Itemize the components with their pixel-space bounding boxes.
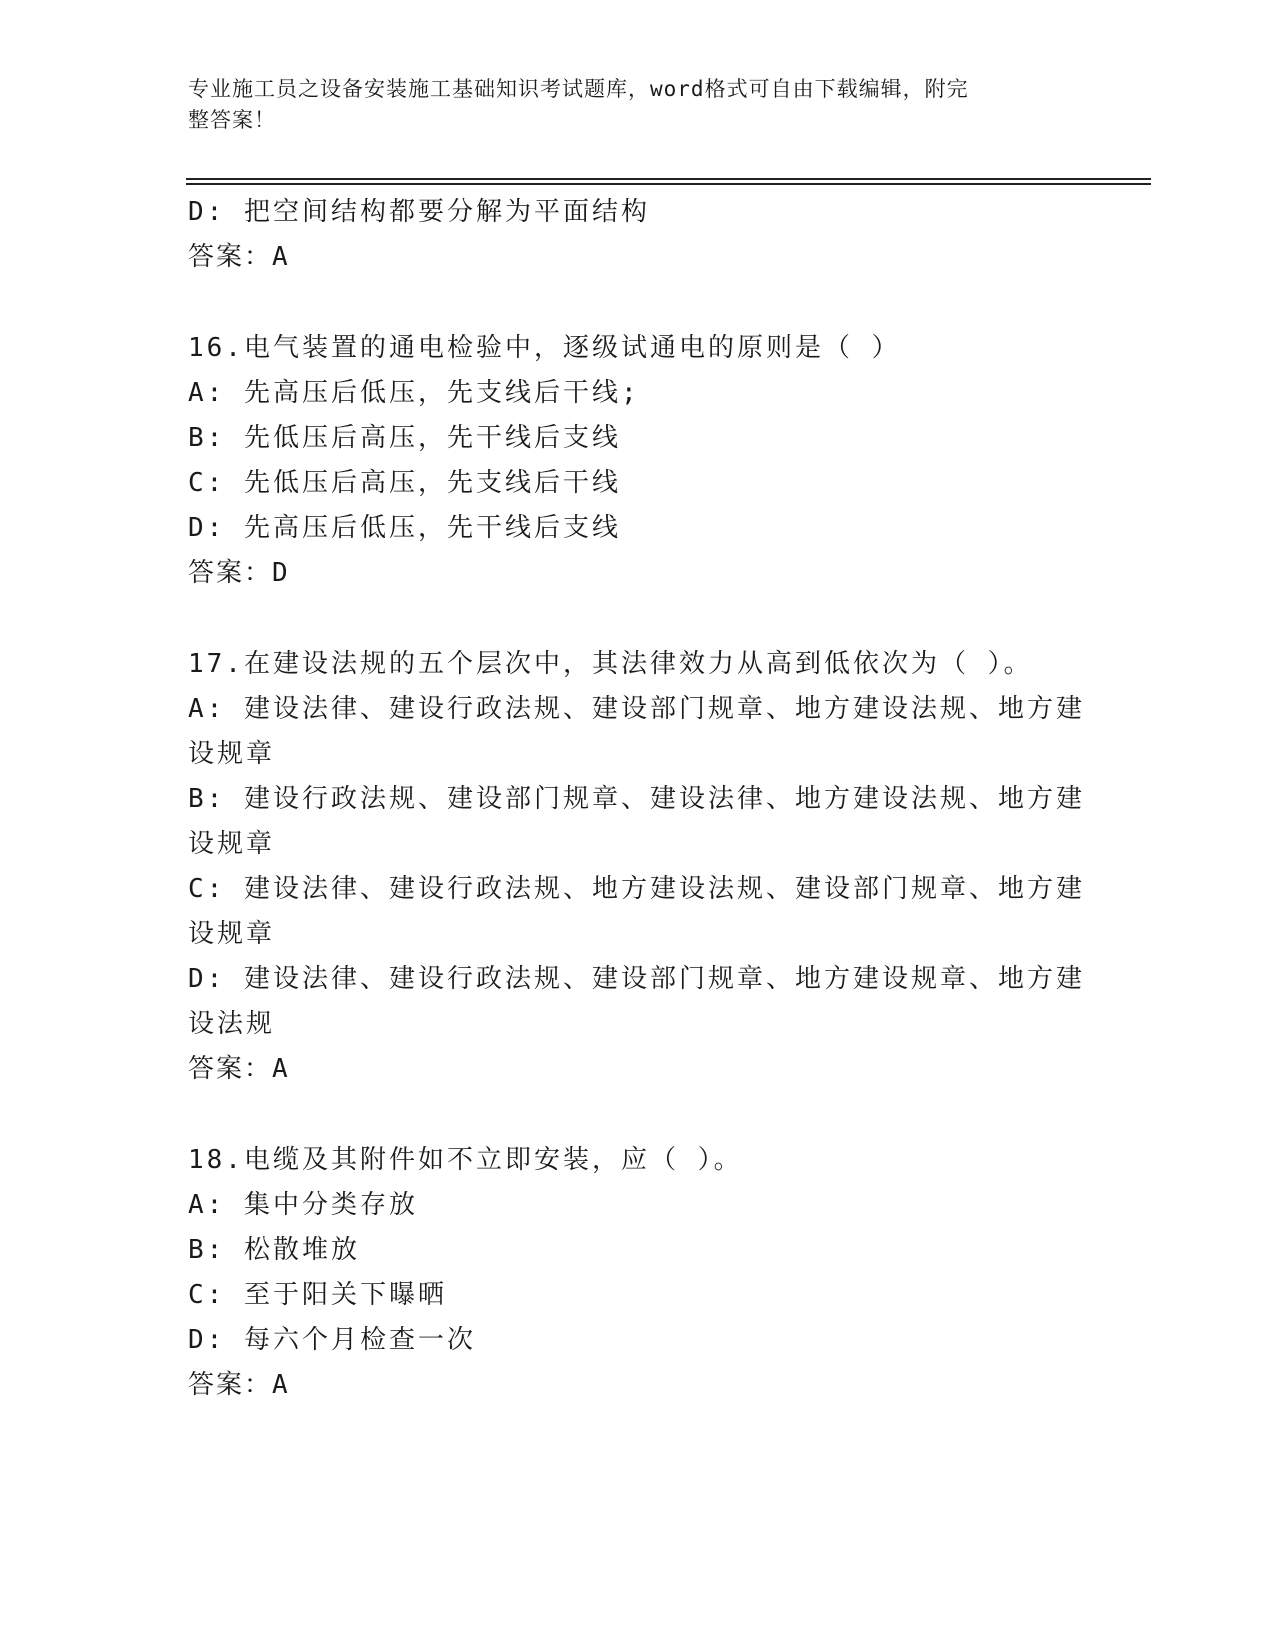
option-a: A: 建设法律、建设行政法规、建设部门规章、地方建设法规、地方建设规章	[188, 694, 1085, 769]
option-a: A: 集中分类存放	[188, 1190, 418, 1220]
header-rule-bottom	[186, 183, 1151, 185]
question-17	[188, 642, 1088, 1092]
question-stem: 18.电缆及其附件如不立即安装，应（ ）。	[188, 1145, 743, 1175]
header-line-1: 专业施工员之设备安装施工基础知识考试题库，word格式可自由下载编辑，附完	[188, 77, 969, 101]
header-line-2: 整答案！	[188, 108, 276, 132]
answer-line: 答案：D	[188, 558, 290, 588]
answer-line: 答案：A	[188, 1370, 290, 1400]
option-c: C: 建设法律、建设行政法规、地方建设法规、建设部门规章、地方建设规章	[188, 874, 1085, 949]
option-c: C: 先低压后高压，先支线后干线	[188, 468, 621, 498]
option-a: A: 先高压后低压，先支线后干线;	[188, 378, 640, 408]
document-header	[188, 74, 1068, 136]
header-rule-top	[186, 178, 1151, 180]
question-stem: 16.电气装置的通电检验中，逐级试通电的原则是（ ）	[188, 333, 901, 363]
option-c: C: 至于阳关下曝晒	[188, 1280, 447, 1310]
option-b: B: 先低压后高压，先干线后支线	[188, 423, 621, 453]
option-b: B: 松散堆放	[188, 1235, 360, 1265]
question-stem: 17.在建设法规的五个层次中，其法律效力从高到低依次为（ ）。	[188, 649, 1033, 679]
option-d: D: 先高压后低压，先干线后支线	[188, 513, 621, 543]
answer-line: 答案：A	[188, 242, 290, 272]
option-d: D: 每六个月检查一次	[188, 1325, 476, 1355]
question-18	[188, 1138, 1088, 1408]
question-list	[188, 190, 1088, 1408]
answer-line: 答案：A	[188, 1054, 290, 1084]
option-d: D: 建设法律、建设行政法规、建设部门规章、地方建设规章、地方建设法规	[188, 964, 1085, 1039]
previous-question-tail	[188, 190, 1088, 280]
question-16	[188, 326, 1088, 596]
option-d: D: 把空间结构都要分解为平面结构	[188, 197, 650, 227]
option-b: B: 建设行政法规、建设部门规章、建设法律、地方建设法规、地方建设规章	[188, 784, 1085, 859]
